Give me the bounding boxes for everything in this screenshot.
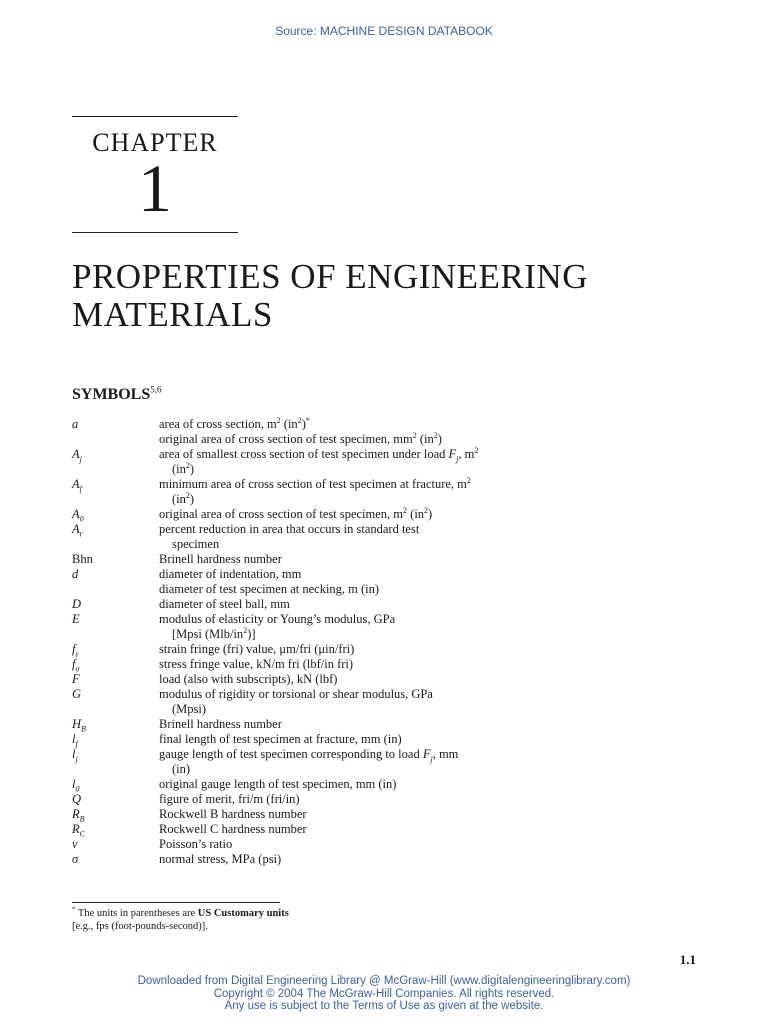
symbol-row: [72, 732, 632, 747]
symbol-subscript: B: [81, 724, 86, 734]
symbol-description: modulus of elasticity or Young’s modulus, GPa: [159, 612, 396, 626]
symbol-subscript: C: [79, 829, 85, 839]
footnote-bold: US Customary units: [197, 908, 289, 919]
symbol-row: [72, 492, 632, 507]
footnote-line-1: [72, 907, 472, 920]
symbol: a: [72, 417, 79, 431]
symbol-description: modulus of rigidity or torsional or shear modulus, GPa: [159, 687, 433, 701]
symbol-row: [72, 792, 632, 807]
symbol-description: (in): [172, 762, 191, 776]
symbol-subscript: σ: [75, 664, 80, 674]
chapter-title-line-1: PROPERTIES OF ENGINEERING: [72, 257, 588, 296]
symbol-row: [72, 462, 632, 477]
symbol-row: [72, 852, 632, 867]
chapter-number: 1: [138, 150, 172, 226]
symbol-row: [72, 717, 632, 732]
symbol: ν: [72, 837, 78, 851]
symbol-description: Rockwell C hardness number: [159, 822, 307, 836]
symbol-row: [72, 612, 632, 627]
symbol-description: [Mpsi $(Mlb/in^2)$]: [172, 625, 256, 641]
symbol-row: [72, 627, 632, 642]
symbol-row: [72, 552, 632, 567]
symbol: [72, 762, 159, 777]
symbol: [72, 462, 159, 477]
symbol: $A_r$: [72, 522, 83, 539]
symbol: [72, 492, 159, 507]
chapter-rule-bottom: [72, 232, 238, 233]
symbol: σ: [72, 852, 79, 866]
symbol: [72, 627, 159, 642]
symbol-row: [72, 522, 632, 537]
symbol: [72, 702, 159, 717]
symbol-description: Brinell hardness number: [159, 552, 282, 566]
symbol-description: Brinell hardness number: [159, 717, 282, 731]
symbol-description: final length of test specimen at fracture, mm (in): [159, 732, 402, 746]
symbol-description: strain fringe (fri) value, μm/fri (μin/fri): [159, 642, 355, 656]
symbol-description: load (also with subscripts), kN (lbf): [159, 672, 338, 686]
symbol: $H_B$: [72, 717, 86, 734]
symbol-description: original gauge length of test specimen, mm (in): [159, 777, 397, 791]
symbol-row: [72, 837, 632, 852]
symbol-description: normal stress, MPa (psi): [159, 852, 282, 866]
symbol-row: [72, 582, 632, 597]
footnote-mark: *: [72, 905, 76, 914]
symbol-description: percent reduction in area that occurs in standard test: [159, 522, 420, 536]
symbol: [72, 582, 159, 597]
symbol-row: [72, 657, 632, 672]
symbol: F: [72, 672, 80, 686]
symbol: D: [72, 597, 82, 611]
symbol: Bhn: [72, 552, 93, 566]
symbol-row: [72, 687, 632, 702]
symbol-subscript: 0: [75, 784, 80, 794]
footnote-line-2: [e.g., fps (foot-pounds-second)].: [72, 921, 208, 932]
symbols-heading-refs: 5,6: [150, 384, 162, 395]
footer-download-link[interactable]: Downloaded from Digital Engineering Library @ McGraw-Hill (www.digitalengineeringlibrary.com): [137, 975, 631, 987]
footer: [0, 975, 768, 1013]
symbol: $f_\sigma$: [72, 657, 80, 674]
symbol-row: [72, 447, 632, 462]
symbols-list: [72, 417, 632, 867]
symbol-row: [72, 507, 632, 522]
symbol-description: gauge length of test specimen corresponding to load $F_j$, mm: [159, 747, 459, 764]
symbol-subscript: ε: [75, 649, 79, 659]
symbol-description: diameter of steel ball, mm: [159, 597, 290, 611]
page-number: 1.1: [679, 952, 696, 967]
chapter-label: CHAPTER: [92, 128, 218, 157]
symbol-description: (Mpsi): [172, 702, 207, 716]
symbol: $R_B$: [72, 807, 85, 824]
symbol-row: [72, 597, 632, 612]
chapter-title-line-2: MATERIALS: [72, 295, 273, 334]
symbol-description: area of cross section, $m^2$ $(in^2)^*$: [159, 415, 310, 431]
symbol: G: [72, 687, 82, 701]
symbol-subscript: r: [79, 529, 83, 539]
footnote-rule: [72, 902, 280, 903]
symbol-description: minimum area of cross section of test specimen at fracture, $m^2$: [159, 475, 471, 491]
symbol-row: [72, 762, 632, 777]
symbol: $f_\varepsilon$: [72, 642, 79, 659]
symbol: [72, 537, 159, 552]
chapter-rule-top: [72, 116, 238, 117]
symbol-description: stress fringe value, kN/m fri (lbf/in fri): [159, 657, 354, 671]
symbol: $R_C$: [72, 822, 85, 839]
source-link[interactable]: Source: MACHINE DESIGN DATABOOK: [275, 24, 493, 38]
symbol-row: [72, 417, 632, 432]
footer-copyright: Copyright © 2004 The McGraw-Hill Companies. All rights reserved.: [213, 987, 555, 1000]
symbol-row: [72, 477, 632, 492]
symbol: E: [72, 612, 80, 626]
symbol-row: [72, 642, 632, 657]
symbol: $l_0$: [72, 777, 80, 794]
symbol-subscript: j: [79, 454, 82, 464]
symbol-row: [72, 432, 632, 447]
symbol-description: diameter of test specimen at necking, m (in): [159, 582, 380, 596]
symbol: $A_j$: [72, 447, 82, 464]
symbol-description: area of smallest cross section of test specimen under load $F_j$, $m^2$: [159, 445, 479, 464]
symbol-row: [72, 567, 632, 582]
symbol-description: original area of cross section of test specimen, $m^2$ $(in^2)$: [159, 505, 433, 521]
symbol-description: original area of cross section of test specimen, $mm^2$ $(in^2)$: [159, 430, 442, 446]
symbol-description: figure of merit, fri/m (fri/in): [159, 792, 300, 806]
footnote-text: The units in parentheses are: [75, 908, 198, 919]
symbol-description: Poisson’s ratio: [159, 837, 233, 851]
symbol-row: [72, 672, 632, 687]
symbol-description: $(in^2)$: [172, 460, 195, 476]
symbol-subscript: 0: [79, 514, 84, 524]
symbols-heading: [72, 386, 162, 404]
symbols-heading-text: SYMBOLS: [72, 386, 151, 403]
symbol-subscript: j: [75, 754, 78, 764]
footer-terms-link[interactable]: Any use is subject to the Terms of Use as given at the website.: [224, 1000, 544, 1012]
symbol: [72, 432, 159, 447]
footnote: [72, 907, 472, 933]
symbol-description: Rockwell B hardness number: [159, 807, 307, 821]
symbol-row: [72, 537, 632, 552]
symbol-row: [72, 747, 632, 762]
symbol: d: [72, 567, 79, 581]
symbol-row: [72, 702, 632, 717]
symbol-subscript: B: [79, 814, 85, 824]
symbol: $A_0$: [72, 507, 84, 524]
symbol-row: [72, 822, 632, 837]
symbol: Q: [72, 792, 82, 806]
symbol: $l_j$: [72, 747, 78, 764]
chapter-title: [72, 258, 712, 334]
symbol-description: $(in^2)$: [172, 490, 195, 506]
symbol-description: diameter of indentation, mm: [159, 567, 302, 581]
symbol-subscript: f: [79, 484, 82, 494]
symbol-row: [72, 807, 632, 822]
symbol: $A_f$: [72, 477, 82, 494]
symbol: $l_f$: [72, 732, 78, 749]
symbol-description: specimen: [172, 537, 220, 551]
symbol-row: [72, 777, 632, 792]
symbol-subscript: f: [75, 739, 78, 749]
